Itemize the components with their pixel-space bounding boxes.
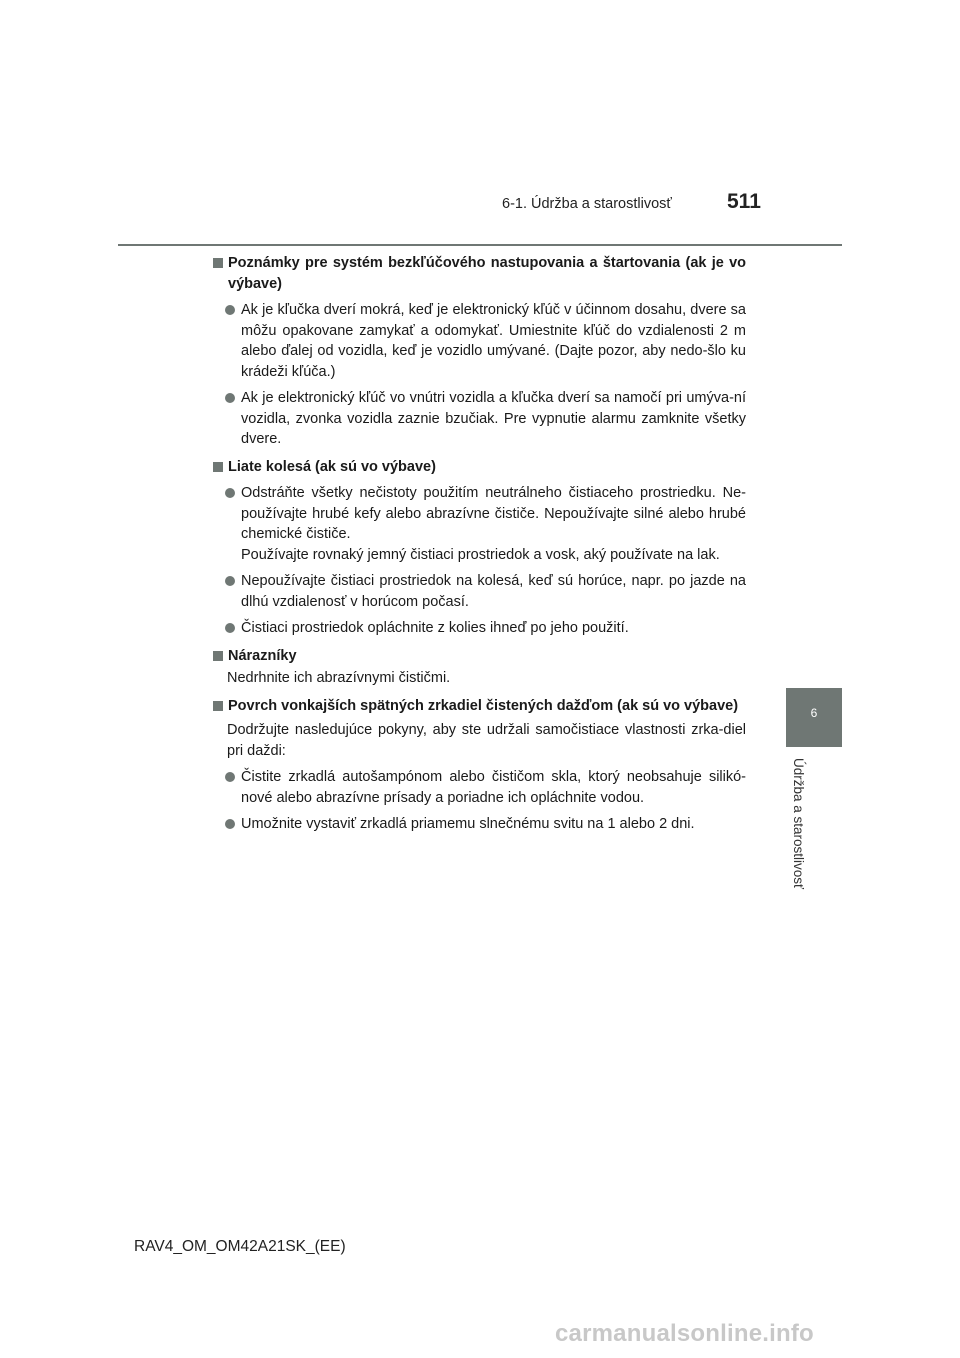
section-mirrors — [210, 696, 746, 835]
circle-bullet-icon — [225, 393, 235, 403]
list-item: Odstráňte všetky nečistoty použitím neutrálneho čistiaceho prostriedku. Ne-používajte hrubé kefy alebo abrazívne čističe. Nepoužívajte silné alebo hrubé chemické čističe. Používajte rovnaký jemný čistiaci prostriedok a vosk, aký používate na lak. — [210, 483, 746, 565]
section-heading: Poznámky pre systém bezkľúčového nastupovania a štartovania (ak je vo výbave) — [210, 253, 746, 294]
circle-bullet-icon — [225, 576, 235, 586]
circle-bullet-icon — [225, 623, 235, 633]
document-code: RAV4_OM_OM42A21SK_(EE) — [134, 1238, 346, 1255]
main-content — [210, 253, 746, 842]
list-item: Umožnite vystaviť zrkadlá priamemu slnečnému svitu na 1 alebo 2 dni. — [210, 814, 746, 835]
list-item: Čistiaci prostriedok opláchnite z kolies ihneď po jeho použití. — [210, 618, 746, 639]
list-item: Nepoužívajte čistiaci prostriedok na kolesá, keď sú horúce, napr. po jazde na dlhú vzdialenosť v horúcom počasí. — [210, 571, 746, 612]
square-bullet-icon — [213, 462, 223, 472]
section-alloy-wheels — [210, 457, 746, 639]
square-bullet-icon — [213, 701, 223, 711]
circle-bullet-icon — [225, 488, 235, 498]
chapter-tab — [786, 688, 842, 747]
section-heading: Nárazníky — [210, 646, 746, 667]
list-item: Čistite zrkadlá autošampónom alebo čističom skla, ktorý neobsahuje silikó-nové alebo abrazívne prísady a poriadne ich opláchnite vodou. — [210, 767, 746, 808]
circle-bullet-icon — [225, 819, 235, 829]
chapter-title: Údržba a starostlivosť — [791, 758, 806, 890]
watermark: carmanualsonline.info — [555, 1320, 814, 1347]
section-keyless — [210, 253, 746, 450]
circle-bullet-icon — [225, 772, 235, 782]
header-divider — [118, 244, 842, 246]
list-item: Ak je elektronický kľúč vo vnútri vozidla a kľučka dverí sa namočí pri umýva-ní vozidla, zvonka vozidla zaznie bzučiak. Pre vypnutie alarmu zamknite všetky dvere. — [210, 388, 746, 450]
page-number: 511 — [727, 190, 761, 213]
chapter-number: 6 — [810, 706, 818, 720]
section-heading: Povrch vonkajších spätných zrkadiel čistených dažďom (ak sú vo výbave) — [210, 696, 746, 717]
circle-bullet-icon — [225, 305, 235, 315]
square-bullet-icon — [213, 258, 223, 268]
section-text: Dodržujte nasledujúce pokyny, aby ste udržali samočistiace vlastnosti zrka-diel pri daždi: — [227, 722, 746, 759]
section-heading: Liate kolesá (ak sú vo výbave) — [210, 457, 746, 478]
list-item: Ak je kľučka dverí mokrá, keď je elektronický kľúč v účinnom dosahu, dvere sa môžu opakovane zamykať a odomykať. Umiestnite kľúč do vzdialenosti 2 m alebo ďalej od vozidla, keď je vozidlo umývané. (Dajte pozor, aby nedo-šlo ku krádeži kľúča.) — [210, 300, 746, 382]
section-bumpers — [210, 646, 746, 689]
section-text: Nedrhnite ich abrazívnymi čističmi. — [227, 670, 451, 686]
section-title: 6-1. Údržba a starostlivosť — [502, 196, 672, 212]
square-bullet-icon — [213, 651, 223, 661]
